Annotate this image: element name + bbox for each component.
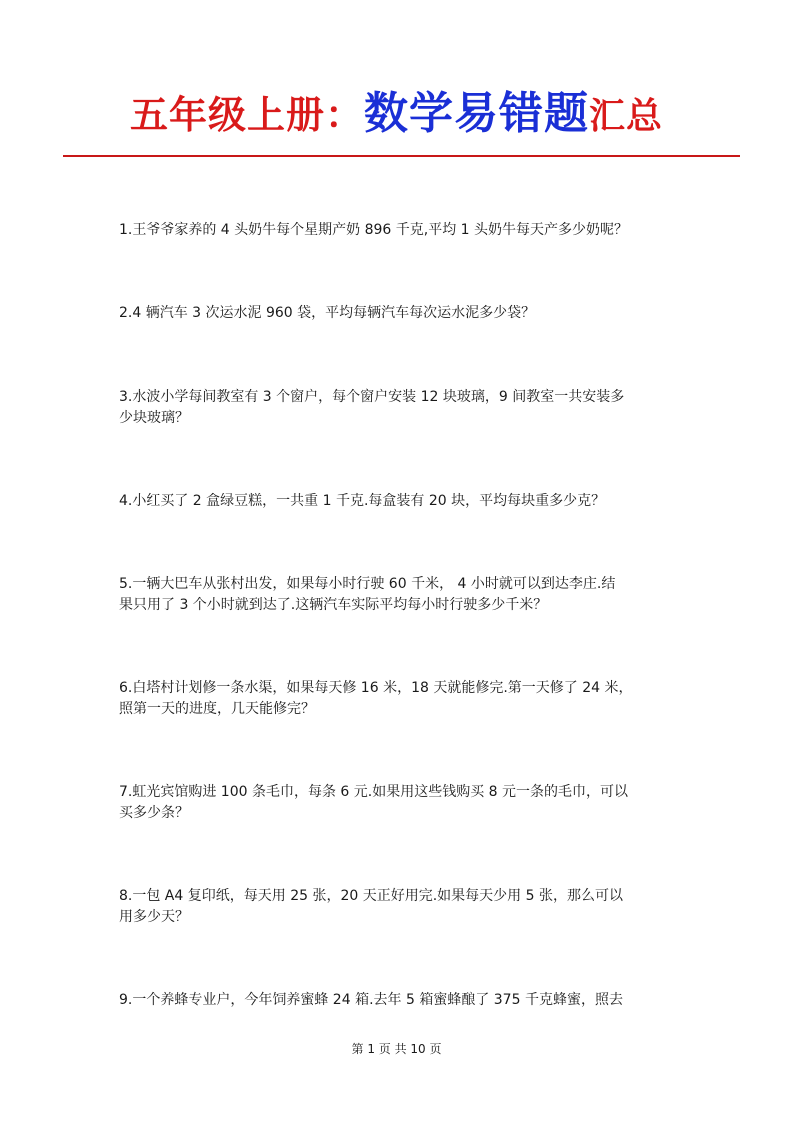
question-line: 1.王爷爷家养的 4 头奶牛每个星期产奶 896 千克,平均 1 头奶牛每天产多少奶呢？: [119, 222, 629, 238]
question-7: [119, 782, 679, 824]
question-line: 照第一天的进度，几天能修完？: [119, 701, 315, 717]
question-9: [119, 990, 679, 1011]
question-line: 5.一辆大巴车从张村出发，如果每小时行驶 60 千米， 4 小时就可以到达李庄.结: [119, 576, 616, 592]
title-subject-label: 数学易错题: [364, 88, 589, 139]
question-5: [119, 574, 679, 616]
question-1: [119, 220, 679, 241]
question-2: [119, 303, 679, 324]
page-footer: 第 1 页 共 10 页: [351, 1042, 442, 1056]
question-line: 6.白塔村计划修一条水渠，如果每天修 16 米，18 天就能修完.第一天修了 24 米，: [119, 680, 633, 696]
title-summary-label: 汇总: [589, 96, 664, 137]
question-line: 8.一包 A4 复印纸，每天用 25 张，20 天正好用完.如果每天少用 5 张，那么可以: [119, 888, 623, 904]
question-line: 用多少天？: [119, 909, 189, 925]
question-line: 9.一个养蜂专业户，今年饲养蜜蜂 24 箱.去年 5 箱蜜蜂酿了 375 千克蜂蜜，照去: [119, 992, 623, 1008]
title-grade-label: 五年级上册：: [129, 93, 364, 137]
question-line: 2.4 辆汽车 3 次运水泥 960 袋，平均每辆汽车每次运水泥多少袋？: [119, 305, 536, 321]
document-title: [0, 88, 793, 139]
question-line: 3.水波小学每间教室有 3 个窗户，每个窗户安装 12 块玻璃，9 间教室一共安装多: [119, 389, 625, 405]
question-8: [119, 886, 679, 928]
question-line: 买多少条？: [119, 805, 189, 821]
question-line: 少块玻璃？: [119, 410, 189, 426]
question-line: 4.小红买了 2 盒绿豆糕，一共重 1 千克.每盒装有 20 块，平均每块重多少克？: [119, 493, 606, 509]
question-4: [119, 491, 679, 512]
question-6: [119, 678, 679, 720]
question-3: [119, 387, 679, 429]
question-line: 7.虹光宾馆购进 100 条毛巾，每条 6 元.如果用这些钱购买 8 元一条的毛巾，可以: [119, 784, 629, 800]
title-divider: [63, 155, 740, 157]
question-line: 果只用了 3 个小时就到达了.这辆汽车实际平均每小时行驶多少千米？: [119, 597, 548, 613]
